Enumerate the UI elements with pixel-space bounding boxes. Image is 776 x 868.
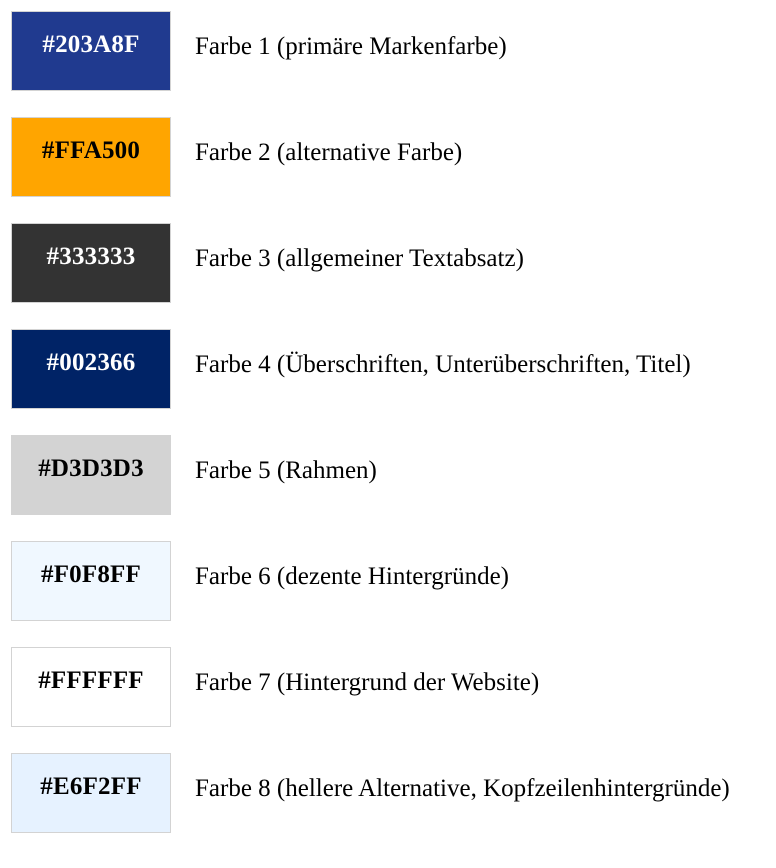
color-swatch	[11, 753, 171, 833]
color-row	[11, 11, 776, 91]
color-row	[11, 435, 776, 515]
color-hex-label: #002366	[46, 349, 136, 376]
color-description: Farbe 8 (hellere Alternative, Kopfzeilenhintergründe)	[195, 775, 730, 802]
color-description: Farbe 3 (allgemeiner Textabsatz)	[195, 245, 524, 272]
color-hex-label: #E6F2FF	[40, 773, 142, 800]
color-hex-label: #FFA500	[41, 137, 141, 164]
color-description: Farbe 4 (Überschriften, Unterüberschriften, Titel)	[195, 351, 691, 378]
color-hex-label: #D3D3D3	[38, 455, 144, 482]
color-swatch	[11, 11, 171, 91]
color-swatch	[11, 329, 171, 409]
color-swatch	[11, 435, 171, 515]
color-description: Farbe 1 (primäre Markenfarbe)	[195, 33, 507, 60]
color-swatch	[11, 647, 171, 727]
color-description: Farbe 7 (Hintergrund der Website)	[195, 669, 540, 696]
color-swatch	[11, 223, 171, 303]
color-hex-label: #333333	[46, 243, 136, 270]
color-row	[11, 117, 776, 197]
color-hex-label: #203A8F	[42, 31, 140, 58]
color-row	[11, 647, 776, 727]
color-hex-label: #FFFFFF	[38, 667, 144, 694]
color-row	[11, 329, 776, 409]
color-row	[11, 753, 776, 833]
color-hex-label: #F0F8FF	[41, 561, 141, 588]
color-description: Farbe 6 (dezente Hintergründe)	[195, 563, 509, 590]
color-swatch	[11, 117, 171, 197]
color-swatch	[11, 541, 171, 621]
color-row	[11, 541, 776, 621]
color-palette-list	[11, 11, 776, 833]
color-row	[11, 223, 776, 303]
color-description: Farbe 2 (alternative Farbe)	[195, 139, 463, 166]
color-description: Farbe 5 (Rahmen)	[195, 457, 377, 484]
